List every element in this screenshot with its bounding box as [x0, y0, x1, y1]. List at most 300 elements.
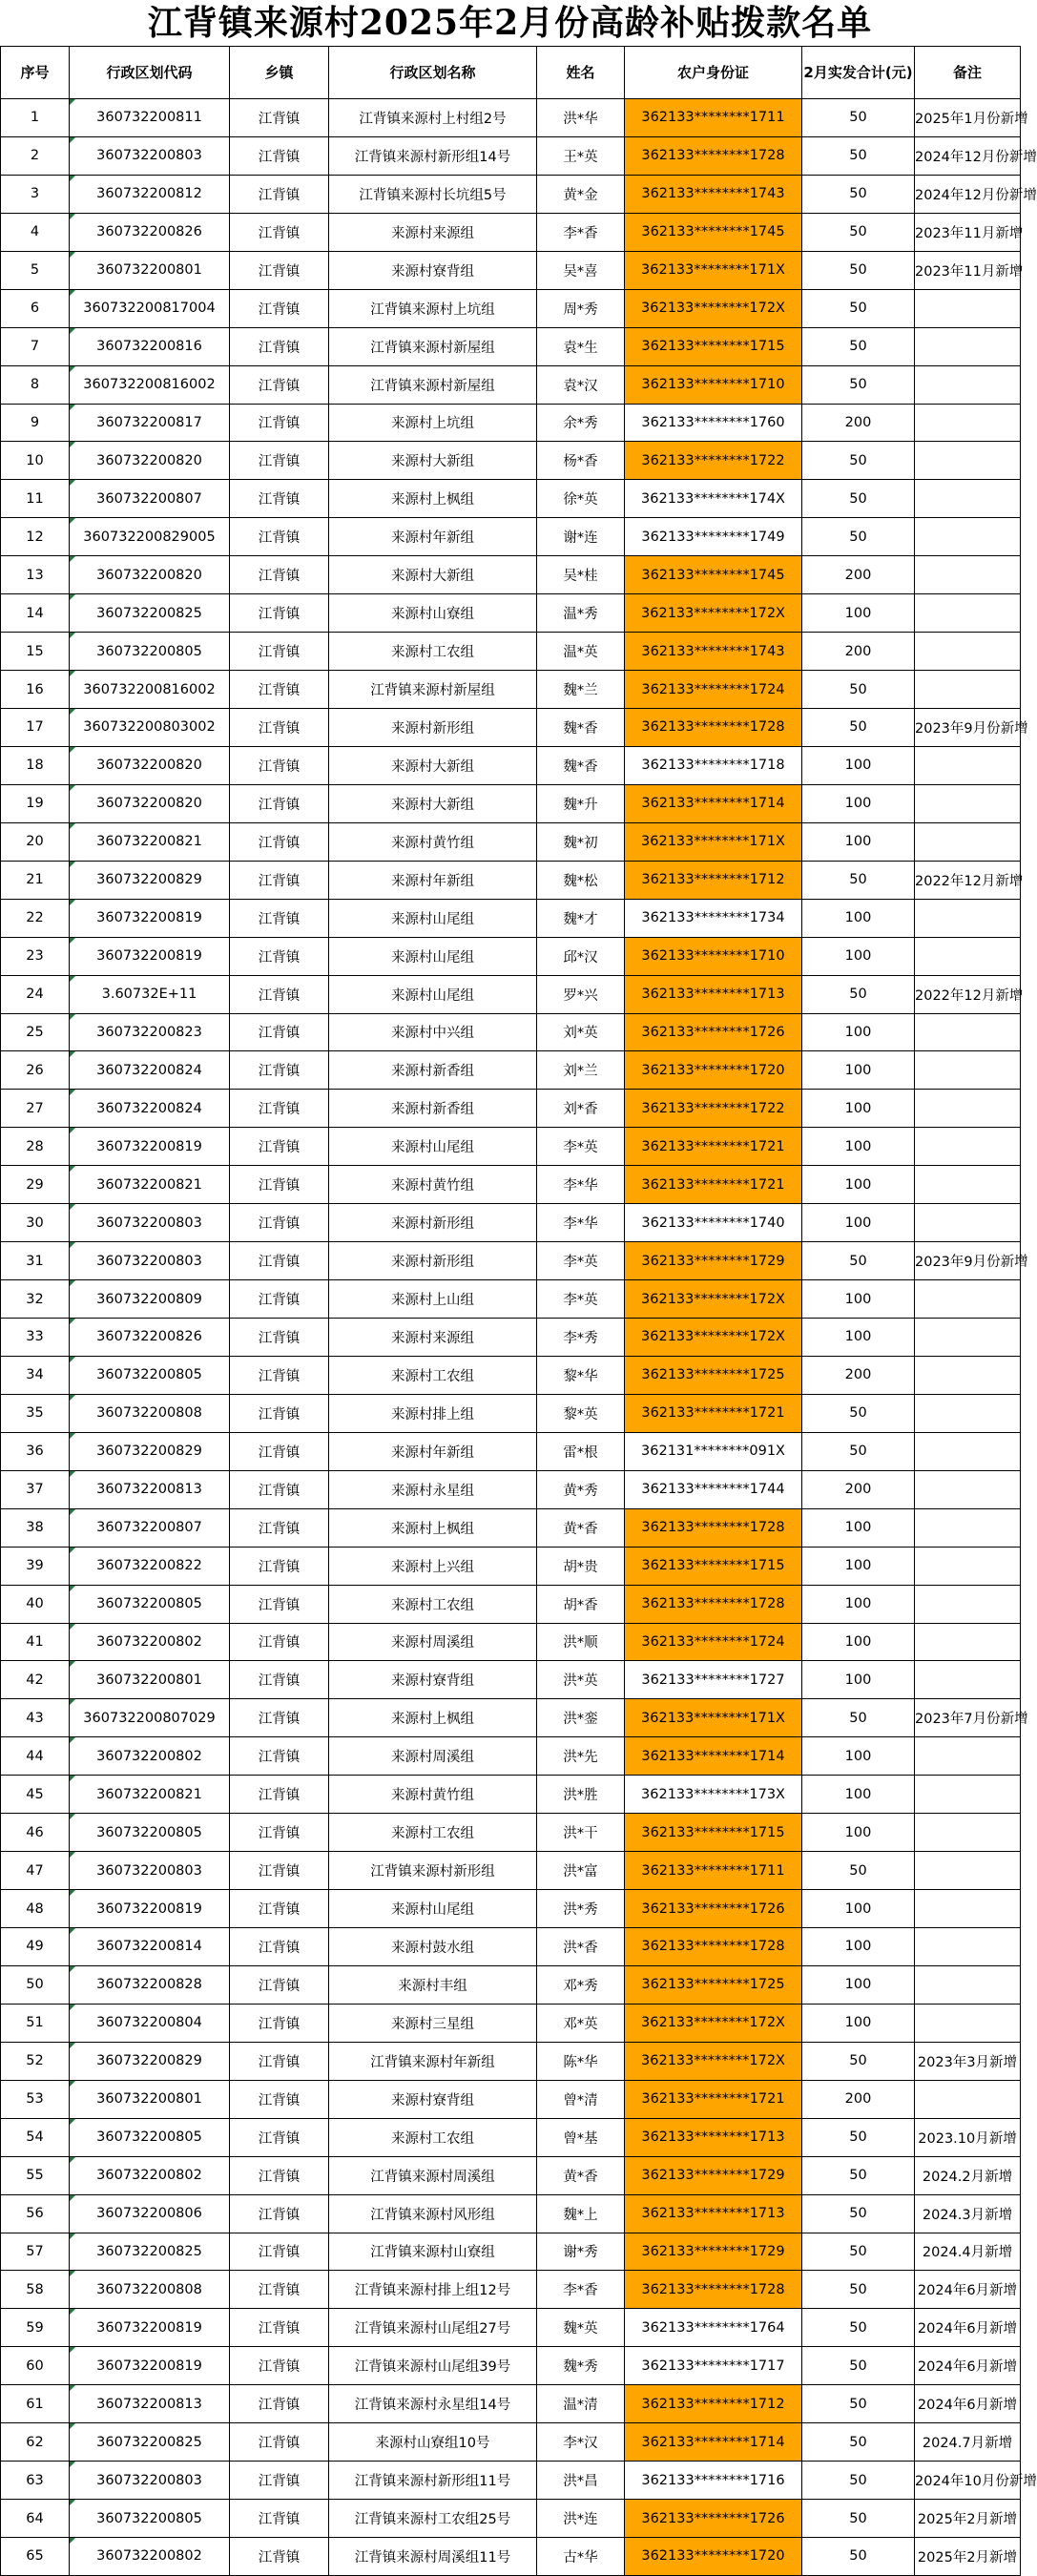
cell-name: 王*英 — [537, 136, 625, 175]
cell-note — [915, 1432, 1021, 1470]
cell-area: 来源村年新组 — [329, 518, 537, 556]
cell-seq: 41 — [1, 1623, 70, 1661]
cell-code: 360732200823 — [70, 1013, 230, 1051]
cell-amount: 50 — [802, 2118, 915, 2156]
cell-town: 江背镇 — [230, 1699, 329, 1737]
cell-id: 362133********172X — [625, 594, 802, 633]
cell-name: 李*英 — [537, 1242, 625, 1280]
cell-code: 360732200816002 — [70, 365, 230, 404]
cell-code: 360732200801 — [70, 2080, 230, 2118]
cell-seq: 52 — [1, 2042, 70, 2080]
cell-name: 李*香 — [537, 2271, 625, 2309]
cell-area: 来源村新形组 — [329, 1242, 537, 1280]
cell-note: 2023年3月新增 — [915, 2042, 1021, 2080]
table-row — [1, 1204, 1021, 1242]
cell-seq: 31 — [1, 1242, 70, 1280]
cell-code: 360732200816 — [70, 327, 230, 365]
cell-town: 江背镇 — [230, 1928, 329, 1966]
cell-area: 来源村新形组 — [329, 1204, 537, 1242]
cell-note — [915, 1776, 1021, 1814]
cell-id: 362133********1729 — [625, 1242, 802, 1280]
table-row — [1, 213, 1021, 251]
cell-note — [915, 1013, 1021, 1051]
cell-town: 江背镇 — [230, 1242, 329, 1280]
cell-code: 360732200814 — [70, 1928, 230, 1966]
cell-town: 江背镇 — [230, 861, 329, 899]
table-row — [1, 784, 1021, 822]
cell-code: 360732200829005 — [70, 518, 230, 556]
cell-code: 360732200819 — [70, 899, 230, 937]
cell-area: 来源村来源组 — [329, 1319, 537, 1357]
cell-amount: 100 — [802, 1204, 915, 1242]
cell-name: 魏*秀 — [537, 2347, 625, 2385]
cell-name: 邓*英 — [537, 2004, 625, 2042]
cell-town: 江背镇 — [230, 518, 329, 556]
cell-amount: 50 — [802, 2462, 915, 2500]
cell-amount: 50 — [802, 480, 915, 518]
cell-code: 360732200803 — [70, 2462, 230, 2500]
table-row — [1, 1890, 1021, 1928]
cell-code: 360732200805 — [70, 1814, 230, 1852]
cell-area: 来源村黄竹组 — [329, 1166, 537, 1204]
cell-area: 江背镇来源村新形组 — [329, 1852, 537, 1890]
cell-amount: 50 — [802, 518, 915, 556]
cell-note: 2024.2月新增 — [915, 2156, 1021, 2194]
cell-amount: 100 — [802, 1814, 915, 1852]
table-row — [1, 2080, 1021, 2118]
cell-area: 来源村鼓水组 — [329, 1928, 537, 1966]
table-row — [1, 2309, 1021, 2347]
cell-amount: 200 — [802, 404, 915, 442]
cell-area: 来源村山尾组 — [329, 1890, 537, 1928]
cell-area: 江背镇来源村上村组2号 — [329, 99, 537, 137]
cell-note — [915, 899, 1021, 937]
table-row — [1, 1814, 1021, 1852]
cell-area: 来源村来源组 — [329, 213, 537, 251]
cell-area: 来源村大新组 — [329, 556, 537, 594]
cell-note: 2023年11月新增 — [915, 213, 1021, 251]
table-row — [1, 289, 1021, 327]
table-row — [1, 1928, 1021, 1966]
cell-name: 洪*华 — [537, 99, 625, 137]
cell-note — [915, 1928, 1021, 1966]
cell-code: 360732200820 — [70, 442, 230, 480]
cell-town: 江背镇 — [230, 671, 329, 709]
cell-area: 来源村上枫组 — [329, 1699, 537, 1737]
cell-note — [915, 1470, 1021, 1508]
cell-area: 江背镇来源村永星组14号 — [329, 2385, 537, 2423]
table-row — [1, 822, 1021, 861]
table-row — [1, 2538, 1021, 2576]
cell-id: 362133********1725 — [625, 1965, 802, 2004]
cell-id: 362133********1743 — [625, 633, 802, 671]
cell-id: 362133********1715 — [625, 1547, 802, 1585]
table-row — [1, 2004, 1021, 2042]
cell-seq: 48 — [1, 1890, 70, 1928]
cell-name: 李*香 — [537, 213, 625, 251]
cell-amount: 100 — [802, 1890, 915, 1928]
cell-town: 江背镇 — [230, 975, 329, 1013]
cell-area: 来源村三星组 — [329, 2004, 537, 2042]
table-row — [1, 2462, 1021, 2500]
cell-code: 360732200809 — [70, 1280, 230, 1319]
cell-note: 2025年1月份新增 — [915, 99, 1021, 137]
cell-seq: 18 — [1, 746, 70, 784]
cell-code: 360732200817 — [70, 404, 230, 442]
cell-id: 362133********1745 — [625, 556, 802, 594]
cell-seq: 58 — [1, 2271, 70, 2309]
cell-area: 来源村新香组 — [329, 1090, 537, 1128]
cell-code: 360732200802 — [70, 2156, 230, 2194]
cell-code: 360732200801 — [70, 1661, 230, 1699]
cell-area: 来源村永星组 — [329, 1470, 537, 1508]
table-row — [1, 2233, 1021, 2271]
cell-name: 袁*汉 — [537, 365, 625, 404]
cell-id: 362133********1740 — [625, 1204, 802, 1242]
cell-name: 洪*干 — [537, 1814, 625, 1852]
cell-name: 李*华 — [537, 1166, 625, 1204]
table-row — [1, 2194, 1021, 2233]
cell-amount: 50 — [802, 2233, 915, 2271]
cell-code: 360732200825 — [70, 2423, 230, 2462]
cell-name: 洪*连 — [537, 2500, 625, 2538]
cell-town: 江背镇 — [230, 2080, 329, 2118]
table-row — [1, 2271, 1021, 2309]
cell-seq: 29 — [1, 1166, 70, 1204]
cell-amount: 100 — [802, 594, 915, 633]
cell-amount: 50 — [802, 2385, 915, 2423]
header-town: 乡镇 — [230, 47, 329, 99]
cell-seq: 40 — [1, 1585, 70, 1623]
cell-seq: 15 — [1, 633, 70, 671]
cell-town: 江背镇 — [230, 1204, 329, 1242]
cell-note — [915, 1319, 1021, 1357]
cell-name: 雷*根 — [537, 1432, 625, 1470]
cell-name: 曾*基 — [537, 2118, 625, 2156]
cell-note — [915, 1280, 1021, 1319]
cell-id: 362133********1728 — [625, 709, 802, 747]
cell-note: 2024年6月新增 — [915, 2271, 1021, 2309]
cell-note: 2024.3月新增 — [915, 2194, 1021, 2233]
cell-note — [915, 1508, 1021, 1547]
cell-amount: 50 — [802, 861, 915, 899]
cell-code: 360732200805 — [70, 1356, 230, 1394]
cell-seq: 62 — [1, 2423, 70, 2462]
cell-town: 江背镇 — [230, 1319, 329, 1357]
cell-name: 洪*英 — [537, 1661, 625, 1699]
cell-id: 362133********172X — [625, 1280, 802, 1319]
cell-seq: 24 — [1, 975, 70, 1013]
cell-area: 来源村寮背组 — [329, 251, 537, 289]
cell-seq: 46 — [1, 1814, 70, 1852]
cell-area: 来源村上枫组 — [329, 480, 537, 518]
cell-id: 362133********1715 — [625, 327, 802, 365]
cell-code: 360732200805 — [70, 2500, 230, 2538]
cell-amount: 50 — [802, 2423, 915, 2462]
cell-area: 来源村丰组 — [329, 1965, 537, 2004]
cell-amount: 50 — [802, 99, 915, 137]
cell-area: 来源村工农组 — [329, 1356, 537, 1394]
cell-town: 江背镇 — [230, 251, 329, 289]
cell-town: 江背镇 — [230, 2462, 329, 2500]
table-row — [1, 99, 1021, 137]
cell-amount: 100 — [802, 1166, 915, 1204]
subsidy-table — [0, 46, 1037, 2576]
cell-name: 谢*连 — [537, 518, 625, 556]
cell-name: 温*英 — [537, 633, 625, 671]
cell-code: 360732200805 — [70, 1585, 230, 1623]
cell-amount: 200 — [802, 2080, 915, 2118]
cell-seq: 8 — [1, 365, 70, 404]
cell-note: 2023年11月新增 — [915, 251, 1021, 289]
cell-note — [915, 671, 1021, 709]
table-row — [1, 899, 1021, 937]
cell-note — [915, 289, 1021, 327]
cell-id: 362133********1717 — [625, 2347, 802, 2385]
cell-area: 来源村排上组 — [329, 1394, 537, 1432]
cell-name: 洪*昌 — [537, 2462, 625, 2500]
cell-town: 江背镇 — [230, 1776, 329, 1814]
cell-code: 360732200829 — [70, 861, 230, 899]
cell-note — [915, 442, 1021, 480]
table-row — [1, 442, 1021, 480]
cell-area: 来源村大新组 — [329, 746, 537, 784]
cell-id: 362133********1734 — [625, 899, 802, 937]
cell-town: 江背镇 — [230, 784, 329, 822]
cell-code: 360732200821 — [70, 1776, 230, 1814]
cell-code: 360732200804 — [70, 2004, 230, 2042]
cell-name: 邓*秀 — [537, 1965, 625, 2004]
table-body — [1, 99, 1037, 2576]
cell-amount: 100 — [802, 1547, 915, 1585]
table-row — [1, 1166, 1021, 1204]
cell-code: 360732200822 — [70, 1547, 230, 1585]
cell-amount: 100 — [802, 822, 915, 861]
table-row — [1, 1776, 1021, 1814]
table-row — [1, 1394, 1021, 1432]
cell-town: 江背镇 — [230, 1166, 329, 1204]
cell-town: 江背镇 — [230, 213, 329, 251]
cell-amount: 200 — [802, 1470, 915, 1508]
cell-amount: 100 — [802, 1585, 915, 1623]
cell-area: 江背镇来源村新屋组 — [329, 671, 537, 709]
cell-name: 魏*香 — [537, 746, 625, 784]
cell-note: 2024.7月新增 — [915, 2423, 1021, 2462]
cell-area: 江背镇来源村长坑组5号 — [329, 175, 537, 213]
cell-id: 362133********173X — [625, 1776, 802, 1814]
cell-area: 来源村上坑组 — [329, 404, 537, 442]
cell-name: 魏*才 — [537, 899, 625, 937]
cell-note: 2024年6月新增 — [915, 2309, 1021, 2347]
cell-amount: 100 — [802, 1661, 915, 1699]
cell-note — [915, 1166, 1021, 1204]
header-note: 备注 — [915, 47, 1021, 99]
cell-town: 江背镇 — [230, 1623, 329, 1661]
cell-code: 360732200802 — [70, 1737, 230, 1776]
cell-area: 江背镇来源村新屋组 — [329, 327, 537, 365]
cell-town: 江背镇 — [230, 1547, 329, 1585]
cell-name: 魏*初 — [537, 822, 625, 861]
cell-town: 江背镇 — [230, 1737, 329, 1776]
cell-town: 江背镇 — [230, 899, 329, 937]
cell-id: 362133********1743 — [625, 175, 802, 213]
cell-code: 360732200801 — [70, 251, 230, 289]
cell-seq: 16 — [1, 671, 70, 709]
cell-name: 胡*贵 — [537, 1547, 625, 1585]
cell-amount: 200 — [802, 633, 915, 671]
cell-id: 362133********1714 — [625, 784, 802, 822]
cell-area: 江背镇来源村新屋组 — [329, 365, 537, 404]
table-row — [1, 404, 1021, 442]
cell-code: 360732200817004 — [70, 289, 230, 327]
cell-town: 江背镇 — [230, 1394, 329, 1432]
cell-area: 江背镇来源村新形组14号 — [329, 136, 537, 175]
cell-name: 温*秀 — [537, 594, 625, 633]
cell-id: 362133********171X — [625, 1699, 802, 1737]
cell-area: 来源村工农组 — [329, 633, 537, 671]
cell-seq: 10 — [1, 442, 70, 480]
cell-code: 360732200820 — [70, 784, 230, 822]
cell-town: 江背镇 — [230, 2271, 329, 2309]
table-row — [1, 1852, 1021, 1890]
cell-area: 江背镇来源村工农组25号 — [329, 2500, 537, 2538]
cell-town: 江背镇 — [230, 2004, 329, 2042]
table-row — [1, 365, 1021, 404]
cell-seq: 47 — [1, 1852, 70, 1890]
cell-code: 360732200825 — [70, 594, 230, 633]
cell-id: 362133********1721 — [625, 1128, 802, 1166]
cell-name: 魏*英 — [537, 2309, 625, 2347]
table-row — [1, 1432, 1021, 1470]
cell-code: 360732200813 — [70, 1470, 230, 1508]
cell-name: 刘*英 — [537, 1013, 625, 1051]
header-seq: 序号 — [1, 47, 70, 99]
cell-town: 江背镇 — [230, 1280, 329, 1319]
cell-town: 江背镇 — [230, 1432, 329, 1470]
cell-name: 魏*升 — [537, 784, 625, 822]
cell-town: 江背镇 — [230, 2500, 329, 2538]
cell-note — [915, 1547, 1021, 1585]
cell-amount: 100 — [802, 1737, 915, 1776]
cell-seq: 17 — [1, 709, 70, 747]
cell-note: 2024年10月份新增 — [915, 2462, 1021, 2500]
cell-town: 江背镇 — [230, 327, 329, 365]
cell-town: 江背镇 — [230, 2423, 329, 2462]
cell-amount: 200 — [802, 556, 915, 594]
cell-id: 362133********172X — [625, 1319, 802, 1357]
cell-name: 杨*香 — [537, 442, 625, 480]
cell-code: 360732200803 — [70, 136, 230, 175]
cell-town: 江背镇 — [230, 2538, 329, 2576]
cell-amount: 50 — [802, 175, 915, 213]
cell-seq: 4 — [1, 213, 70, 251]
cell-note: 2022年12月新增 — [915, 861, 1021, 899]
cell-name: 洪*先 — [537, 1737, 625, 1776]
cell-town: 江背镇 — [230, 1128, 329, 1166]
cell-area: 来源村寮背组 — [329, 2080, 537, 2118]
cell-id: 362133********1711 — [625, 1852, 802, 1890]
cell-area: 江背镇来源村年新组 — [329, 2042, 537, 2080]
cell-amount: 50 — [802, 2156, 915, 2194]
header-row — [1, 47, 1021, 99]
cell-seq: 25 — [1, 1013, 70, 1051]
cell-town: 江背镇 — [230, 1585, 329, 1623]
cell-seq: 6 — [1, 289, 70, 327]
cell-code: 360732200820 — [70, 746, 230, 784]
cell-name: 洪*胜 — [537, 1776, 625, 1814]
cell-name: 黄*秀 — [537, 1470, 625, 1508]
cell-id: 362133********1713 — [625, 975, 802, 1013]
cell-town: 江背镇 — [230, 1470, 329, 1508]
cell-id: 362133********1764 — [625, 2309, 802, 2347]
cell-seq: 37 — [1, 1470, 70, 1508]
cell-seq: 61 — [1, 2385, 70, 2423]
table-row — [1, 1051, 1021, 1090]
table-row — [1, 2500, 1021, 2538]
cell-note: 2024.4月新增 — [915, 2233, 1021, 2271]
cell-seq: 32 — [1, 1280, 70, 1319]
cell-area: 来源村山尾组 — [329, 975, 537, 1013]
cell-name: 陈*华 — [537, 2042, 625, 2080]
cell-seq: 38 — [1, 1508, 70, 1547]
cell-id: 362133********1715 — [625, 1814, 802, 1852]
cell-area: 来源村上山组 — [329, 1280, 537, 1319]
cell-id: 362133********1720 — [625, 2538, 802, 2576]
cell-seq: 53 — [1, 2080, 70, 2118]
cell-note — [915, 327, 1021, 365]
cell-amount: 200 — [802, 1356, 915, 1394]
cell-amount: 50 — [802, 2271, 915, 2309]
cell-seq: 57 — [1, 2233, 70, 2271]
cell-id: 362133********1712 — [625, 861, 802, 899]
cell-amount: 50 — [802, 136, 915, 175]
cell-seq: 42 — [1, 1661, 70, 1699]
cell-id: 362133********1721 — [625, 2080, 802, 2118]
cell-name: 刘*兰 — [537, 1051, 625, 1090]
cell-seq: 12 — [1, 518, 70, 556]
cell-seq: 36 — [1, 1432, 70, 1470]
cell-id: 362133********1729 — [625, 2156, 802, 2194]
cell-seq: 64 — [1, 2500, 70, 2538]
cell-name: 黄*香 — [537, 2156, 625, 2194]
cell-note — [915, 1737, 1021, 1776]
table-row — [1, 2156, 1021, 2194]
cell-area: 来源村年新组 — [329, 1432, 537, 1470]
cell-town: 江背镇 — [230, 2042, 329, 2080]
cell-seq: 14 — [1, 594, 70, 633]
cell-id: 362133********172X — [625, 289, 802, 327]
cell-name: 谢*秀 — [537, 2233, 625, 2271]
cell-name: 洪*顺 — [537, 1623, 625, 1661]
cell-amount: 100 — [802, 1051, 915, 1090]
cell-id: 362133********1724 — [625, 1623, 802, 1661]
cell-id: 362133********1721 — [625, 1166, 802, 1204]
cell-amount: 100 — [802, 1623, 915, 1661]
cell-town: 江背镇 — [230, 1508, 329, 1547]
cell-seq: 23 — [1, 937, 70, 975]
cell-code: 360732200821 — [70, 1166, 230, 1204]
cell-note: 2024年12月份新增 — [915, 136, 1021, 175]
cell-amount: 100 — [802, 1128, 915, 1166]
header-area: 行政区划名称 — [329, 47, 537, 99]
cell-name: 李*汉 — [537, 2423, 625, 2462]
cell-town: 江背镇 — [230, 175, 329, 213]
cell-town: 江背镇 — [230, 746, 329, 784]
cell-town: 江背镇 — [230, 480, 329, 518]
cell-seq: 2 — [1, 136, 70, 175]
cell-note: 2023.10月新增 — [915, 2118, 1021, 2156]
cell-id: 362133********1728 — [625, 1585, 802, 1623]
